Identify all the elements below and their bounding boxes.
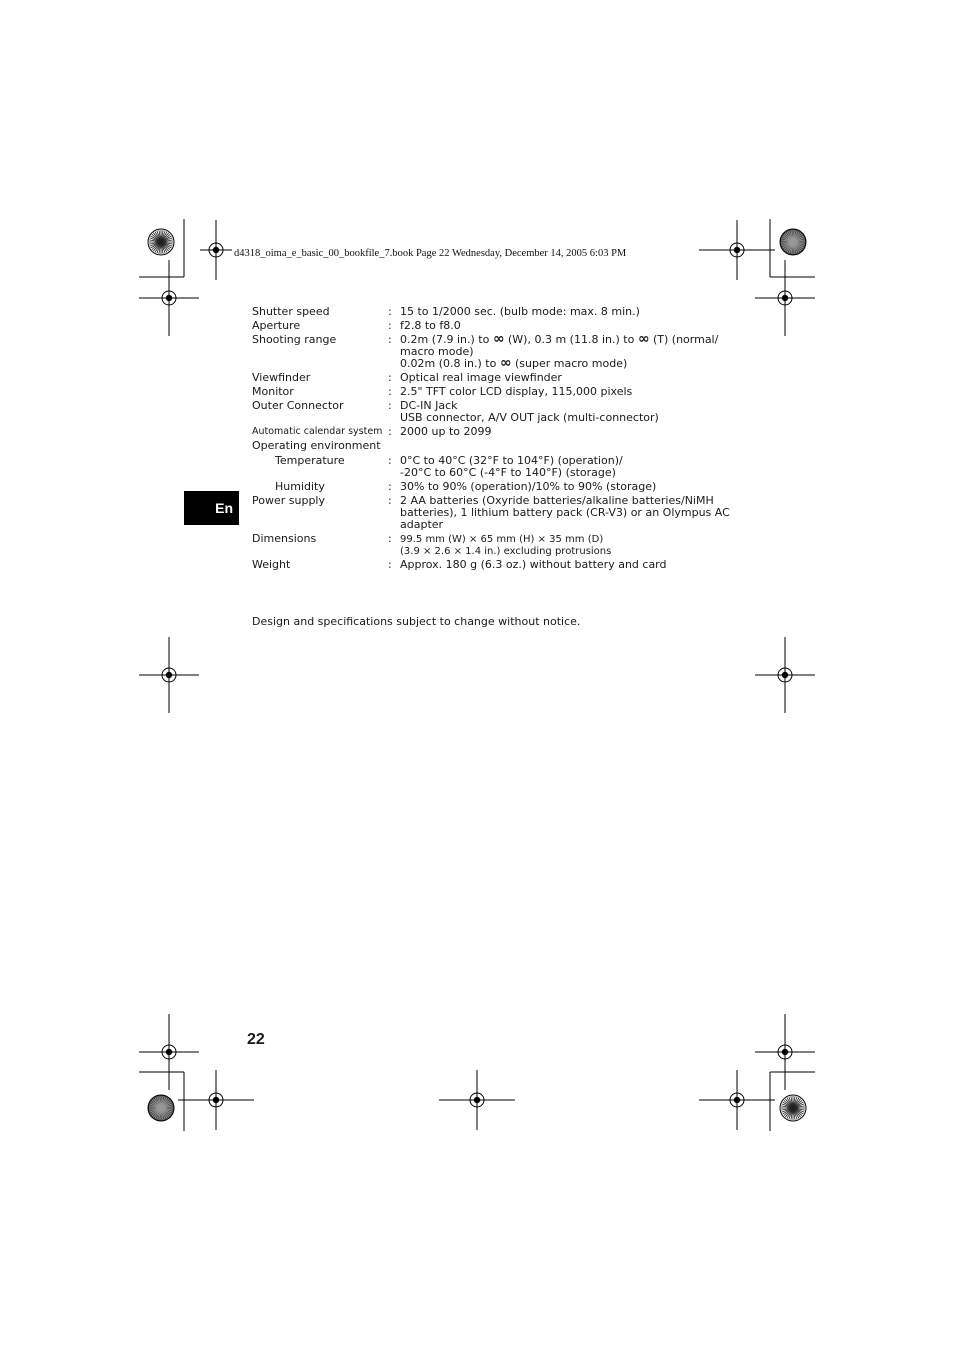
- spec-value-text: 99.5 mm (W) × 65 mm (H) × 35 mm (D): [400, 534, 604, 545]
- spec-value-text: 0.02m (0.8 in.) to: [400, 357, 500, 370]
- registration-target-dot: [474, 1097, 480, 1103]
- spec-colon: :: [388, 532, 392, 545]
- spec-value: 30% to 90% (operation)/10% to 90% (storage): [400, 480, 657, 493]
- spec-value-text: (3.9 × 2.6 × 1.4 in.) excluding protrusions: [400, 546, 612, 557]
- spec-value: Approx. 180 g (6.3 oz.) without battery and card: [400, 558, 667, 571]
- registration-target-dot: [166, 672, 172, 678]
- spec-value: USB connector, A/V OUT jack (multi-connector): [400, 411, 659, 424]
- spec-label: Outer Connector: [252, 399, 344, 412]
- registration-target-dot: [166, 295, 172, 301]
- spec-label: Automatic calendar system: [252, 426, 383, 437]
- spec-colon: :: [388, 425, 392, 438]
- spec-value: batteries), 1 lithium battery pack (CR-V3) or an Olympus AC: [400, 506, 730, 519]
- registration-target-dot: [782, 295, 788, 301]
- spec-colon: :: [388, 454, 392, 467]
- spec-label: Viewfinder: [252, 371, 311, 384]
- registration-target-dot: [213, 1097, 219, 1103]
- spec-value: 2 AA batteries (Oxyride batteries/alkaline batteries/NiMH: [400, 494, 714, 507]
- registration-target-dot: [166, 1049, 172, 1055]
- spec-colon: :: [388, 333, 392, 346]
- specs-disclaimer: Design and specifications subject to change without notice.: [252, 615, 581, 628]
- spec-value: 2.5" TFT color LCD display, 115,000 pixels: [400, 385, 633, 398]
- infinity-icon: ∞: [499, 355, 512, 371]
- spec-label: Temperature: [275, 454, 345, 467]
- spec-colon: :: [388, 494, 392, 507]
- spec-value: -20°C to 60°C (-4°F to 140°F) (storage): [400, 466, 616, 479]
- registration-target-dot: [734, 1097, 740, 1103]
- spec-label: Dimensions: [252, 532, 317, 545]
- spec-value: 2000 up to 2099: [400, 425, 492, 438]
- spec-value: DC-IN Jack: [400, 399, 458, 412]
- spec-value: Optical real image viewfinder: [400, 371, 562, 384]
- spec-colon: :: [388, 319, 392, 332]
- infinity-icon: ∞: [637, 331, 650, 347]
- spec-label: Humidity: [275, 480, 325, 493]
- spec-label: Shooting range: [252, 333, 337, 346]
- registration-target-dot: [782, 1049, 788, 1055]
- page-number: 22: [247, 1031, 265, 1048]
- spec-colon: :: [388, 558, 392, 571]
- spec-label: Power supply: [252, 494, 325, 507]
- spec-value-text: (T) (normal/: [649, 333, 719, 346]
- spec-colon: :: [388, 480, 392, 493]
- spec-value-text: 0.2m (7.9 in.) to: [400, 333, 493, 346]
- language-tab: En: [184, 491, 239, 525]
- spec-value: f2.8 to f8.0: [400, 319, 461, 332]
- spec-value: 0°C to 40°C (32°F to 104°F) (operation)/: [400, 454, 623, 467]
- spec-colon: :: [388, 371, 392, 384]
- spec-value-text: (W), 0.3 m (11.8 in.) to: [504, 333, 638, 346]
- spec-colon: :: [388, 385, 392, 398]
- spec-label: Aperture: [252, 319, 301, 332]
- spec-label: Operating environment: [252, 439, 381, 452]
- spec-label: Monitor: [252, 385, 294, 398]
- spec-colon: :: [388, 399, 392, 412]
- print-header: d4318_oima_e_basic_00_bookfile_7.book Page 22 Wednesday, December 14, 2005 6:03 PM: [234, 248, 627, 259]
- spec-value: [400, 355, 628, 371]
- spec-value: adapter: [400, 518, 444, 531]
- spec-value-text: (super macro mode): [511, 357, 628, 370]
- spec-value: 15 to 1/2000 sec. (bulb mode: max. 8 min.): [400, 305, 640, 318]
- infinity-icon: ∞: [492, 331, 505, 347]
- spec-value: macro mode): [400, 345, 474, 358]
- registration-target-dot: [734, 247, 740, 253]
- spec-label: Weight: [252, 558, 291, 571]
- spec-value: [400, 545, 611, 558]
- spec-label: Shutter speed: [252, 305, 330, 318]
- registration-target-dot: [213, 247, 219, 253]
- spec-colon: :: [388, 305, 392, 318]
- registration-target-dot: [782, 672, 788, 678]
